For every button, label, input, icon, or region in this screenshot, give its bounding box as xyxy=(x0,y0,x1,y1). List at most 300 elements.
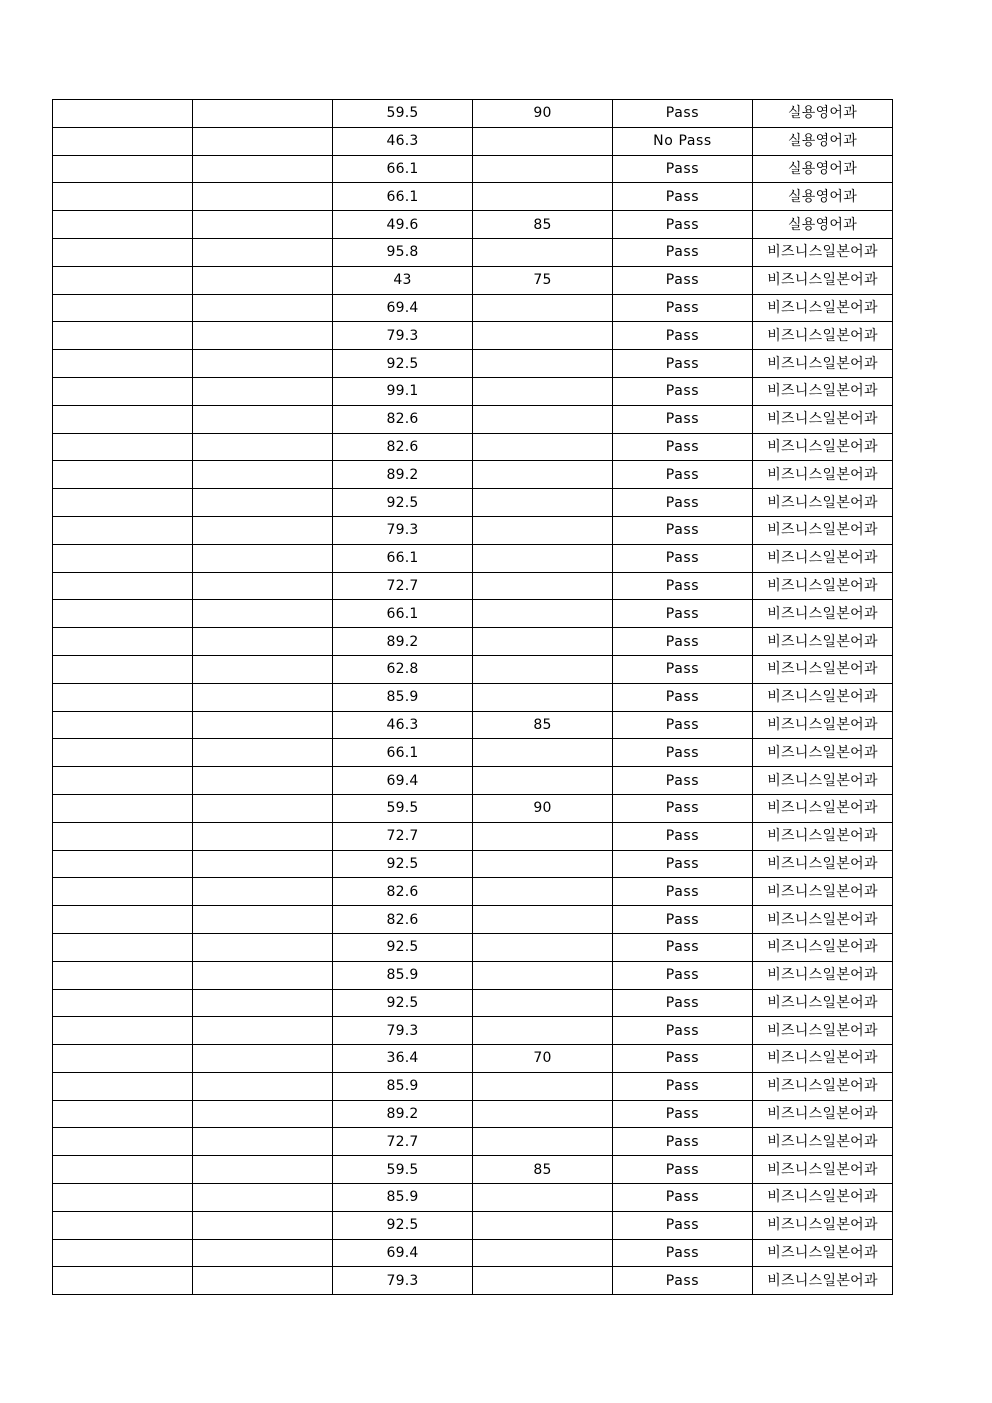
cell-score-2 xyxy=(473,1017,613,1045)
cell-department: 실용영어과 xyxy=(753,183,893,211)
cell-score-2 xyxy=(473,628,613,656)
cell-score-2: 70 xyxy=(473,1045,613,1073)
cell-col-2 xyxy=(193,850,333,878)
cell-score-2 xyxy=(473,572,613,600)
cell-score-2 xyxy=(473,322,613,350)
cell-score-2 xyxy=(473,878,613,906)
table-row xyxy=(53,1045,893,1073)
cell-result: No Pass xyxy=(613,127,753,155)
cell-col-2 xyxy=(193,405,333,433)
cell-col-2 xyxy=(193,572,333,600)
cell-score: 92.5 xyxy=(333,933,473,961)
cell-department: 비즈니스일본어과 xyxy=(753,1156,893,1184)
cell-result: Pass xyxy=(613,155,753,183)
cell-col-2 xyxy=(193,655,333,683)
cell-score: 59.5 xyxy=(333,1156,473,1184)
cell-department: 비즈니스일본어과 xyxy=(753,739,893,767)
cell-col-1 xyxy=(53,405,193,433)
cell-department: 비즈니스일본어과 xyxy=(753,266,893,294)
cell-score-2: 85 xyxy=(473,711,613,739)
cell-score-2 xyxy=(473,739,613,767)
cell-result: Pass xyxy=(613,850,753,878)
table-row xyxy=(53,1156,893,1184)
cell-result: Pass xyxy=(613,989,753,1017)
cell-result: Pass xyxy=(613,211,753,239)
cell-score-2 xyxy=(473,461,613,489)
cell-col-2 xyxy=(193,544,333,572)
cell-col-2 xyxy=(193,516,333,544)
cell-col-1 xyxy=(53,1156,193,1184)
table-row xyxy=(53,266,893,294)
cell-result: Pass xyxy=(613,1184,753,1212)
cell-col-1 xyxy=(53,906,193,934)
table-row xyxy=(53,516,893,544)
cell-department: 비즈니스일본어과 xyxy=(753,767,893,795)
cell-result: Pass xyxy=(613,572,753,600)
cell-score-2 xyxy=(473,377,613,405)
cell-score: 46.3 xyxy=(333,127,473,155)
table-row xyxy=(53,294,893,322)
cell-col-1 xyxy=(53,100,193,128)
cell-score: 66.1 xyxy=(333,155,473,183)
cell-col-1 xyxy=(53,767,193,795)
cell-col-1 xyxy=(53,655,193,683)
cell-col-1 xyxy=(53,1128,193,1156)
table-row xyxy=(53,1239,893,1267)
cell-result: Pass xyxy=(613,322,753,350)
cell-result: Pass xyxy=(613,183,753,211)
table-row xyxy=(53,739,893,767)
cell-score-2 xyxy=(473,405,613,433)
cell-result: Pass xyxy=(613,1072,753,1100)
table-row xyxy=(53,683,893,711)
cell-score-2 xyxy=(473,1184,613,1212)
cell-department: 비즈니스일본어과 xyxy=(753,655,893,683)
cell-col-2 xyxy=(193,461,333,489)
cell-col-1 xyxy=(53,572,193,600)
cell-col-2 xyxy=(193,377,333,405)
cell-score: 92.5 xyxy=(333,989,473,1017)
cell-department: 비즈니스일본어과 xyxy=(753,461,893,489)
cell-result: Pass xyxy=(613,767,753,795)
table-row xyxy=(53,461,893,489)
cell-score: 85.9 xyxy=(333,683,473,711)
cell-col-1 xyxy=(53,794,193,822)
cell-department: 비즈니스일본어과 xyxy=(753,1239,893,1267)
cell-col-2 xyxy=(193,1211,333,1239)
table-row xyxy=(53,433,893,461)
cell-score: 92.5 xyxy=(333,1211,473,1239)
table-row xyxy=(53,933,893,961)
cell-result: Pass xyxy=(613,266,753,294)
cell-col-2 xyxy=(193,683,333,711)
table-row xyxy=(53,1100,893,1128)
table-row xyxy=(53,572,893,600)
table-row xyxy=(53,1184,893,1212)
cell-department: 실용영어과 xyxy=(753,100,893,128)
cell-score: 79.3 xyxy=(333,516,473,544)
cell-col-2 xyxy=(193,155,333,183)
table-row xyxy=(53,794,893,822)
cell-col-2 xyxy=(193,628,333,656)
cell-col-2 xyxy=(193,933,333,961)
cell-department: 비즈니스일본어과 xyxy=(753,628,893,656)
table-row xyxy=(53,100,893,128)
cell-col-1 xyxy=(53,628,193,656)
cell-department: 비즈니스일본어과 xyxy=(753,350,893,378)
cell-col-1 xyxy=(53,989,193,1017)
cell-department: 실용영어과 xyxy=(753,211,893,239)
table-row xyxy=(53,906,893,934)
cell-col-1 xyxy=(53,822,193,850)
cell-result: Pass xyxy=(613,933,753,961)
cell-score-2 xyxy=(473,1072,613,1100)
cell-result: Pass xyxy=(613,878,753,906)
cell-col-1 xyxy=(53,1239,193,1267)
cell-col-1 xyxy=(53,211,193,239)
cell-col-2 xyxy=(193,906,333,934)
table-row xyxy=(53,405,893,433)
cell-department: 비즈니스일본어과 xyxy=(753,933,893,961)
cell-col-2 xyxy=(193,1045,333,1073)
cell-col-2 xyxy=(193,739,333,767)
cell-score: 66.1 xyxy=(333,544,473,572)
cell-col-2 xyxy=(193,711,333,739)
cell-department: 비즈니스일본어과 xyxy=(753,1072,893,1100)
cell-score-2 xyxy=(473,544,613,572)
cell-score-2 xyxy=(473,350,613,378)
cell-col-1 xyxy=(53,322,193,350)
cell-col-2 xyxy=(193,211,333,239)
cell-score-2 xyxy=(473,600,613,628)
cell-col-2 xyxy=(193,350,333,378)
cell-score: 66.1 xyxy=(333,183,473,211)
cell-col-1 xyxy=(53,461,193,489)
table-row xyxy=(53,628,893,656)
cell-score-2 xyxy=(473,683,613,711)
cell-result: Pass xyxy=(613,350,753,378)
cell-department: 비즈니스일본어과 xyxy=(753,405,893,433)
cell-score-2 xyxy=(473,489,613,517)
cell-col-1 xyxy=(53,183,193,211)
cell-department: 비즈니스일본어과 xyxy=(753,1017,893,1045)
cell-score-2 xyxy=(473,906,613,934)
table-row xyxy=(53,1128,893,1156)
cell-col-1 xyxy=(53,1267,193,1295)
cell-score-2 xyxy=(473,961,613,989)
cell-result: Pass xyxy=(613,1045,753,1073)
table-row xyxy=(53,1017,893,1045)
cell-result: Pass xyxy=(613,377,753,405)
table-row xyxy=(53,655,893,683)
cell-score: 85.9 xyxy=(333,961,473,989)
cell-score: 92.5 xyxy=(333,350,473,378)
cell-result: Pass xyxy=(613,628,753,656)
cell-score: 79.3 xyxy=(333,1017,473,1045)
cell-department: 비즈니스일본어과 xyxy=(753,1267,893,1295)
cell-score-2 xyxy=(473,655,613,683)
table-row xyxy=(53,989,893,1017)
cell-col-2 xyxy=(193,322,333,350)
cell-col-1 xyxy=(53,1211,193,1239)
cell-col-1 xyxy=(53,489,193,517)
results-table xyxy=(52,99,893,1295)
cell-result: Pass xyxy=(613,1100,753,1128)
cell-department: 비즈니스일본어과 xyxy=(753,1211,893,1239)
cell-department: 비즈니스일본어과 xyxy=(753,1100,893,1128)
table-row xyxy=(53,183,893,211)
cell-department: 비즈니스일본어과 xyxy=(753,489,893,517)
cell-score: 62.8 xyxy=(333,655,473,683)
cell-col-2 xyxy=(193,1072,333,1100)
cell-score: 85.9 xyxy=(333,1184,473,1212)
cell-department: 비즈니스일본어과 xyxy=(753,238,893,266)
cell-col-1 xyxy=(53,433,193,461)
cell-score: 49.6 xyxy=(333,211,473,239)
cell-score: 95.8 xyxy=(333,238,473,266)
cell-col-2 xyxy=(193,794,333,822)
cell-score: 59.5 xyxy=(333,100,473,128)
cell-result: Pass xyxy=(613,739,753,767)
table-row xyxy=(53,1267,893,1295)
cell-score-2 xyxy=(473,127,613,155)
cell-score: 72.7 xyxy=(333,1128,473,1156)
cell-col-2 xyxy=(193,489,333,517)
cell-result: Pass xyxy=(613,544,753,572)
table-row xyxy=(53,127,893,155)
cell-col-1 xyxy=(53,127,193,155)
cell-col-2 xyxy=(193,822,333,850)
cell-score-2 xyxy=(473,155,613,183)
cell-score-2 xyxy=(473,516,613,544)
cell-col-1 xyxy=(53,711,193,739)
cell-col-2 xyxy=(193,1267,333,1295)
cell-department: 비즈니스일본어과 xyxy=(753,294,893,322)
cell-score-2: 90 xyxy=(473,794,613,822)
cell-score: 89.2 xyxy=(333,628,473,656)
cell-col-1 xyxy=(53,1184,193,1212)
cell-result: Pass xyxy=(613,1239,753,1267)
table-row xyxy=(53,155,893,183)
cell-department: 비즈니스일본어과 xyxy=(753,794,893,822)
cell-col-1 xyxy=(53,266,193,294)
cell-department: 비즈니스일본어과 xyxy=(753,516,893,544)
cell-result: Pass xyxy=(613,961,753,989)
table-row xyxy=(53,238,893,266)
results-table-body xyxy=(53,100,893,1295)
cell-department: 비즈니스일본어과 xyxy=(753,1184,893,1212)
cell-department: 비즈니스일본어과 xyxy=(753,850,893,878)
cell-score: 46.3 xyxy=(333,711,473,739)
cell-score: 36.4 xyxy=(333,1045,473,1073)
cell-col-2 xyxy=(193,1100,333,1128)
cell-col-1 xyxy=(53,1100,193,1128)
cell-score: 79.3 xyxy=(333,1267,473,1295)
table-row xyxy=(53,822,893,850)
cell-score: 85.9 xyxy=(333,1072,473,1100)
cell-col-2 xyxy=(193,1017,333,1045)
cell-result: Pass xyxy=(613,600,753,628)
cell-col-2 xyxy=(193,100,333,128)
cell-col-1 xyxy=(53,350,193,378)
cell-score-2 xyxy=(473,1239,613,1267)
cell-col-1 xyxy=(53,238,193,266)
table-row xyxy=(53,377,893,405)
cell-col-1 xyxy=(53,850,193,878)
cell-score: 66.1 xyxy=(333,739,473,767)
cell-score-2 xyxy=(473,294,613,322)
cell-score-2 xyxy=(473,767,613,795)
cell-score-2: 85 xyxy=(473,211,613,239)
cell-col-1 xyxy=(53,1017,193,1045)
cell-score: 79.3 xyxy=(333,322,473,350)
cell-result: Pass xyxy=(613,655,753,683)
cell-col-1 xyxy=(53,878,193,906)
cell-col-1 xyxy=(53,516,193,544)
cell-department: 비즈니스일본어과 xyxy=(753,822,893,850)
cell-col-1 xyxy=(53,155,193,183)
cell-score: 72.7 xyxy=(333,822,473,850)
table-row xyxy=(53,600,893,628)
cell-col-2 xyxy=(193,1239,333,1267)
cell-score-2 xyxy=(473,238,613,266)
cell-result: Pass xyxy=(613,1211,753,1239)
cell-score: 89.2 xyxy=(333,1100,473,1128)
cell-col-2 xyxy=(193,238,333,266)
cell-col-1 xyxy=(53,377,193,405)
cell-result: Pass xyxy=(613,405,753,433)
cell-col-1 xyxy=(53,933,193,961)
cell-department: 비즈니스일본어과 xyxy=(753,600,893,628)
cell-result: Pass xyxy=(613,516,753,544)
cell-score: 92.5 xyxy=(333,850,473,878)
cell-score-2: 90 xyxy=(473,100,613,128)
cell-department: 비즈니스일본어과 xyxy=(753,683,893,711)
table-row xyxy=(53,322,893,350)
cell-col-1 xyxy=(53,1072,193,1100)
cell-score-2 xyxy=(473,989,613,1017)
cell-result: Pass xyxy=(613,683,753,711)
cell-col-2 xyxy=(193,127,333,155)
cell-col-2 xyxy=(193,183,333,211)
cell-score: 66.1 xyxy=(333,600,473,628)
cell-score: 89.2 xyxy=(333,461,473,489)
cell-result: Pass xyxy=(613,294,753,322)
cell-score: 69.4 xyxy=(333,294,473,322)
cell-department: 비즈니스일본어과 xyxy=(753,572,893,600)
cell-department: 비즈니스일본어과 xyxy=(753,711,893,739)
cell-score-2 xyxy=(473,433,613,461)
cell-col-2 xyxy=(193,1128,333,1156)
cell-score-2 xyxy=(473,850,613,878)
cell-result: Pass xyxy=(613,1156,753,1184)
cell-score-2 xyxy=(473,1100,613,1128)
cell-col-2 xyxy=(193,266,333,294)
cell-score-2 xyxy=(473,822,613,850)
cell-result: Pass xyxy=(613,1267,753,1295)
table-row xyxy=(53,489,893,517)
cell-score: 99.1 xyxy=(333,377,473,405)
cell-col-2 xyxy=(193,989,333,1017)
cell-result: Pass xyxy=(613,100,753,128)
cell-score-2: 85 xyxy=(473,1156,613,1184)
cell-col-1 xyxy=(53,1045,193,1073)
cell-department: 비즈니스일본어과 xyxy=(753,433,893,461)
table-row xyxy=(53,544,893,572)
table-row xyxy=(53,1211,893,1239)
cell-department: 실용영어과 xyxy=(753,155,893,183)
cell-score: 82.6 xyxy=(333,405,473,433)
cell-col-1 xyxy=(53,294,193,322)
cell-result: Pass xyxy=(613,822,753,850)
cell-department: 비즈니스일본어과 xyxy=(753,377,893,405)
cell-result: Pass xyxy=(613,1128,753,1156)
table-row xyxy=(53,711,893,739)
cell-result: Pass xyxy=(613,906,753,934)
cell-score: 92.5 xyxy=(333,489,473,517)
cell-col-1 xyxy=(53,961,193,989)
table-row xyxy=(53,350,893,378)
cell-result: Pass xyxy=(613,461,753,489)
cell-department: 비즈니스일본어과 xyxy=(753,878,893,906)
cell-score-2 xyxy=(473,183,613,211)
cell-department: 비즈니스일본어과 xyxy=(753,1128,893,1156)
cell-col-2 xyxy=(193,878,333,906)
cell-department: 비즈니스일본어과 xyxy=(753,989,893,1017)
cell-score: 69.4 xyxy=(333,1239,473,1267)
cell-col-1 xyxy=(53,683,193,711)
cell-score: 43 xyxy=(333,266,473,294)
cell-result: Pass xyxy=(613,489,753,517)
cell-department: 비즈니스일본어과 xyxy=(753,1045,893,1073)
cell-col-2 xyxy=(193,600,333,628)
cell-col-2 xyxy=(193,433,333,461)
cell-department: 비즈니스일본어과 xyxy=(753,961,893,989)
table-row xyxy=(53,211,893,239)
cell-result: Pass xyxy=(613,794,753,822)
cell-result: Pass xyxy=(613,711,753,739)
cell-score: 82.6 xyxy=(333,433,473,461)
cell-col-2 xyxy=(193,1156,333,1184)
table-row xyxy=(53,767,893,795)
table-row xyxy=(53,1072,893,1100)
cell-score-2 xyxy=(473,1128,613,1156)
cell-col-1 xyxy=(53,600,193,628)
cell-col-2 xyxy=(193,961,333,989)
cell-department: 비즈니스일본어과 xyxy=(753,544,893,572)
cell-score: 82.6 xyxy=(333,878,473,906)
cell-score-2 xyxy=(473,1211,613,1239)
cell-result: Pass xyxy=(613,238,753,266)
cell-col-2 xyxy=(193,1184,333,1212)
cell-col-2 xyxy=(193,767,333,795)
cell-score: 59.5 xyxy=(333,794,473,822)
cell-result: Pass xyxy=(613,433,753,461)
table-row xyxy=(53,961,893,989)
cell-department: 비즈니스일본어과 xyxy=(753,322,893,350)
cell-score: 82.6 xyxy=(333,906,473,934)
table-row xyxy=(53,878,893,906)
cell-department: 실용영어과 xyxy=(753,127,893,155)
cell-score-2: 75 xyxy=(473,266,613,294)
cell-department: 비즈니스일본어과 xyxy=(753,906,893,934)
cell-score-2 xyxy=(473,1267,613,1295)
table-row xyxy=(53,850,893,878)
cell-col-1 xyxy=(53,544,193,572)
cell-result: Pass xyxy=(613,1017,753,1045)
cell-col-1 xyxy=(53,739,193,767)
cell-score-2 xyxy=(473,933,613,961)
